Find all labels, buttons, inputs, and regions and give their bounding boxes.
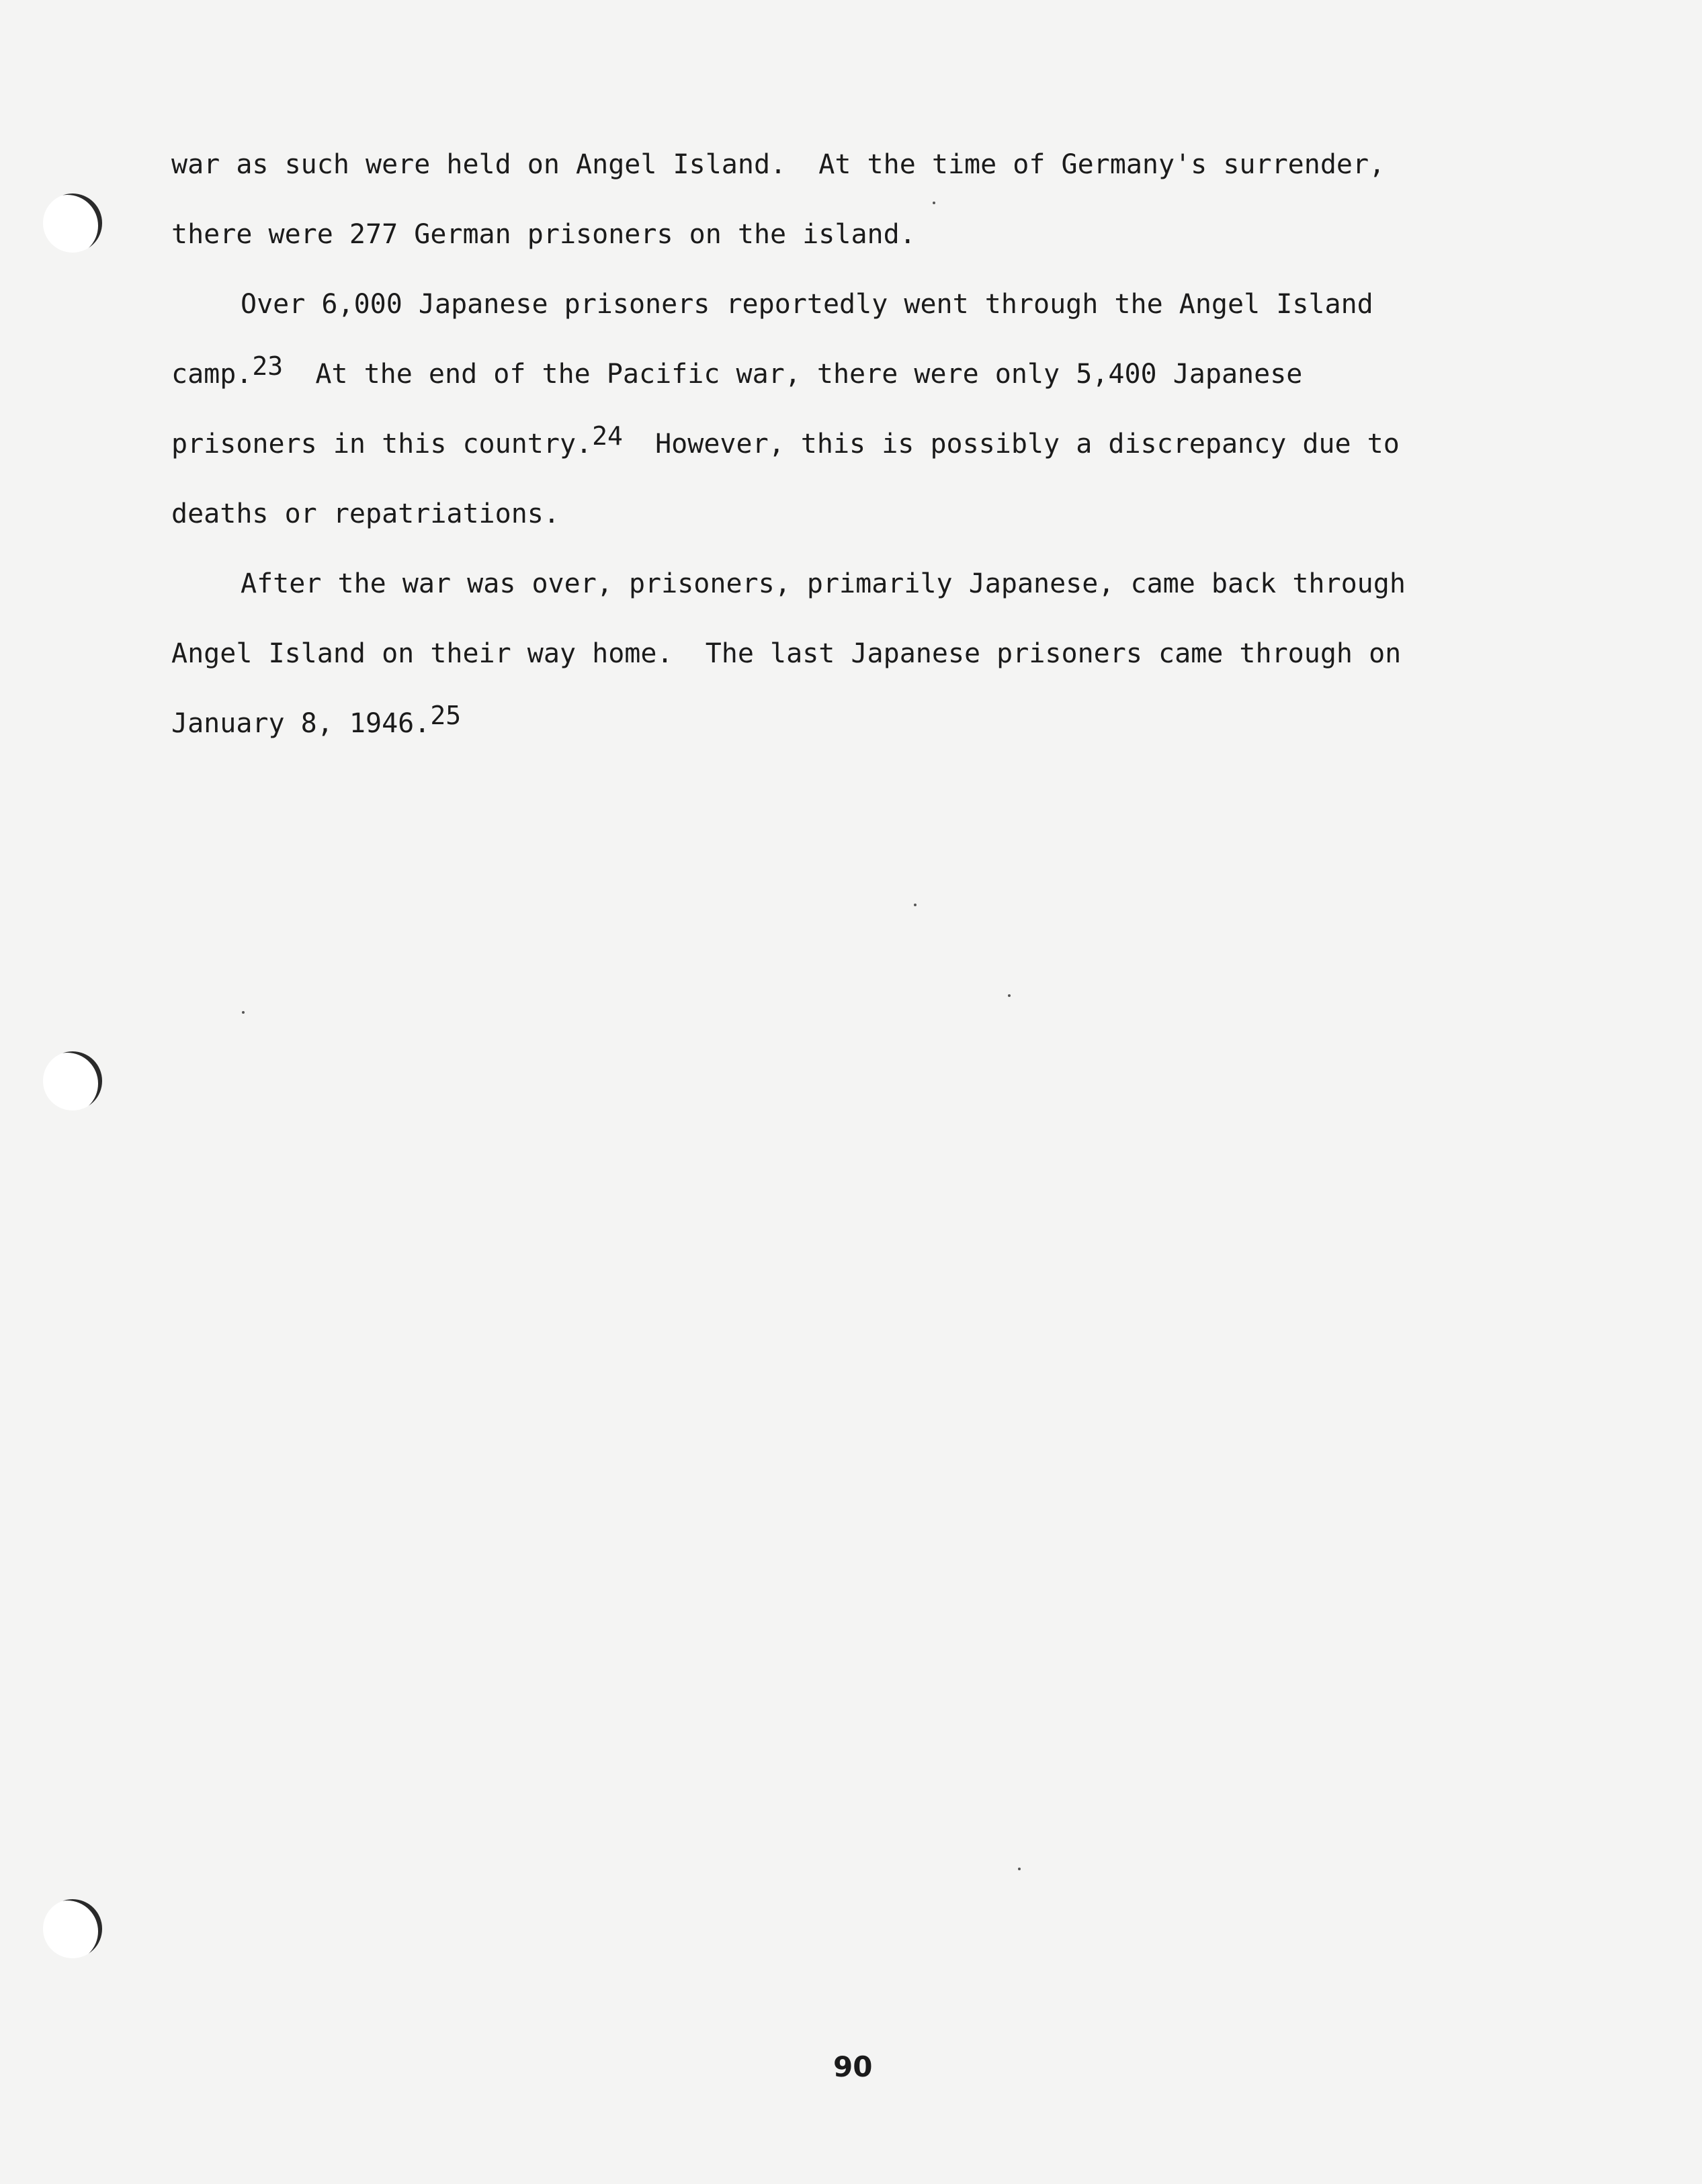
binder-hole-bottom bbox=[43, 1899, 102, 1958]
text-line: prisoners in this country.$^{24}$ However, this is possibly a discrepancy due to bbox=[171, 421, 1400, 460]
paper-speck bbox=[1018, 1868, 1021, 1870]
paper-speck bbox=[933, 202, 935, 204]
paper-speck bbox=[242, 1011, 245, 1014]
text-line: After the war was over, prisoners, primarily Japanese, came back through bbox=[241, 568, 1406, 599]
paper-speck bbox=[1008, 994, 1011, 997]
text-line: war as such were held on Angel Island. At the time of Germany's surrender, bbox=[171, 149, 1386, 180]
binder-hole-top bbox=[43, 193, 102, 253]
text-line: camp.$^{23}$ At the end of the Pacific war, there were only 5,400 Japanese bbox=[171, 351, 1303, 390]
page-number: 90 bbox=[833, 2050, 873, 2083]
text-line: deaths or repatriations. bbox=[171, 498, 560, 529]
footnote-marker: 23 bbox=[252, 351, 284, 381]
footnote-marker: 24 bbox=[592, 421, 623, 451]
binder-hole-middle bbox=[43, 1051, 102, 1110]
text-line: there were 277 German prisoners on the island. bbox=[171, 219, 916, 250]
text-line: Angel Island on their way home. The last Japanese prisoners came through on bbox=[171, 638, 1402, 669]
text-line: January 8, 1946.25 bbox=[171, 701, 462, 739]
footnote-marker: 25 bbox=[430, 701, 462, 730]
paper-speck bbox=[914, 904, 917, 906]
text-line: Over 6,000 Japanese prisoners reportedly went through the Angel Island bbox=[241, 289, 1373, 320]
